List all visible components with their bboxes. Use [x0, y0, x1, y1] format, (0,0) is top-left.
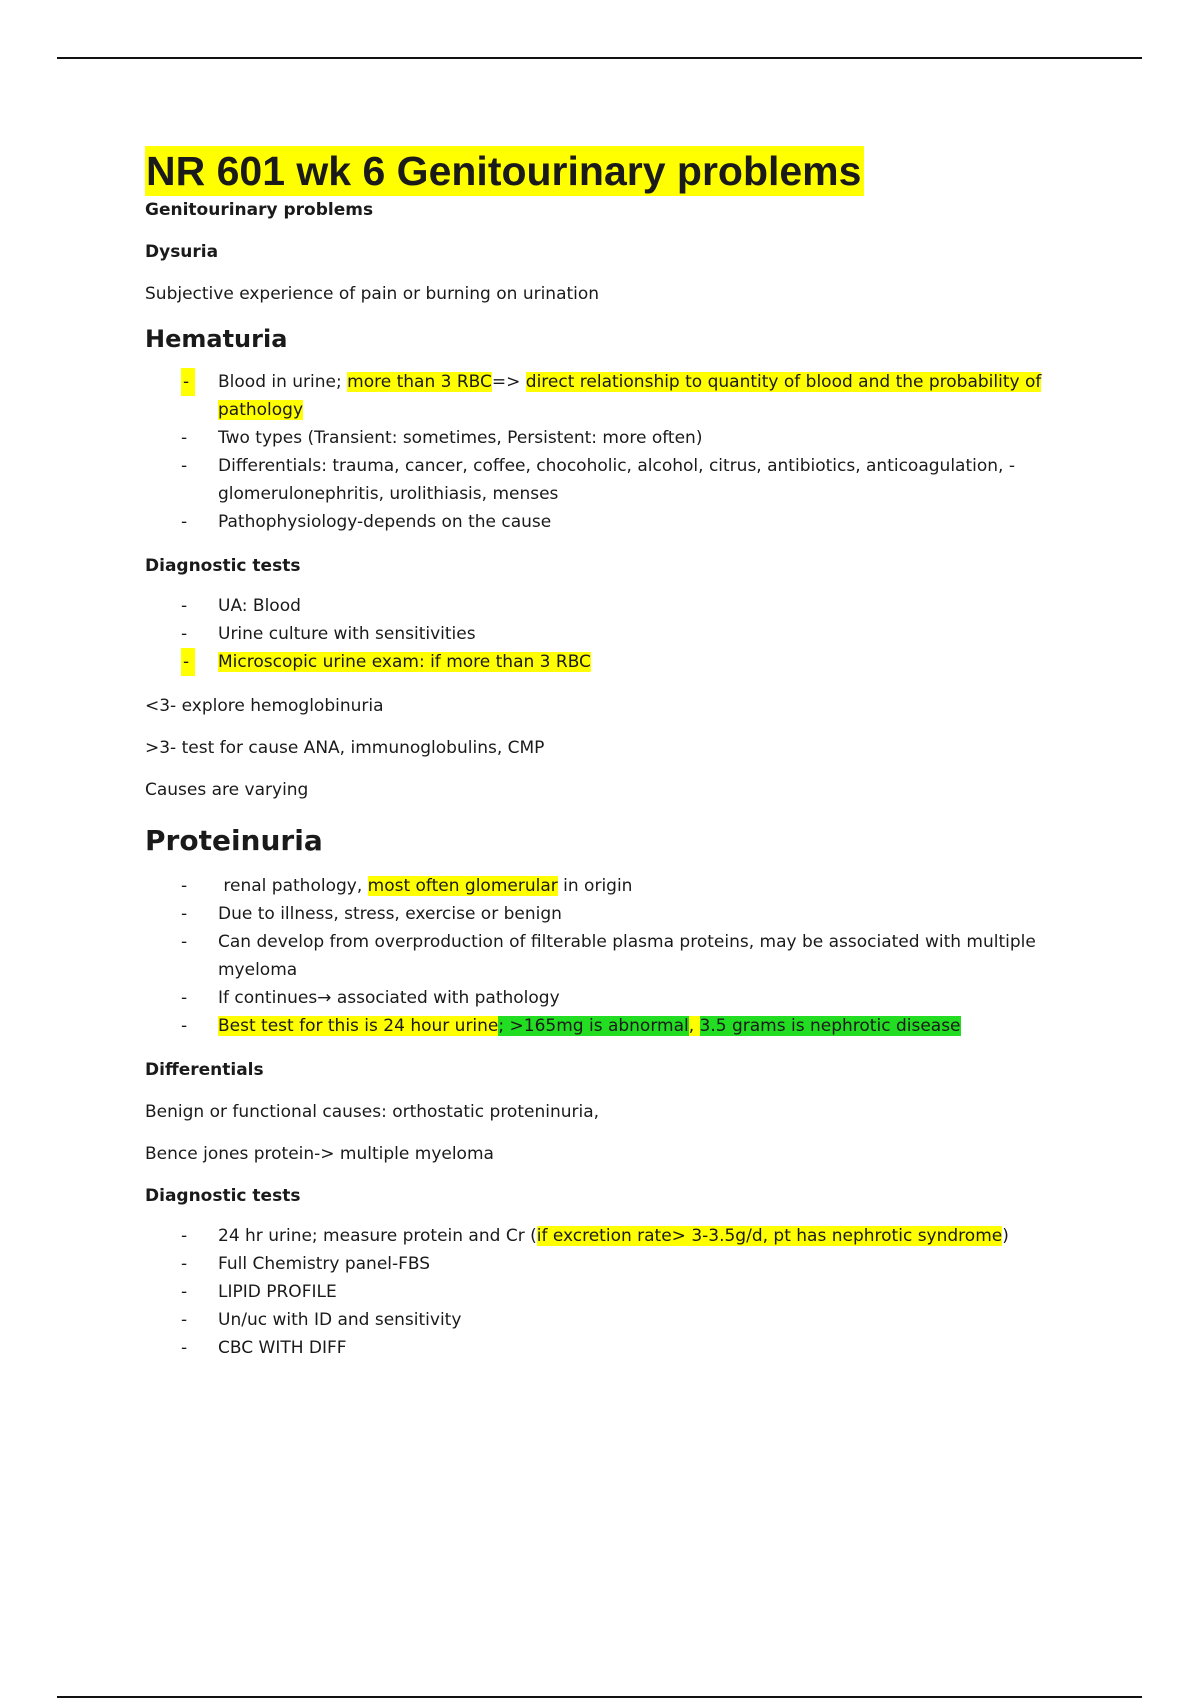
highlighted-text: , [688, 1016, 700, 1036]
dysuria-heading: Dysuria [145, 242, 219, 262]
list-item [145, 900, 1090, 928]
list-item [145, 620, 1090, 648]
list-item [145, 1334, 1090, 1362]
bullet-dash: - [181, 932, 188, 952]
list-item [145, 928, 1090, 984]
item-text: Due to illness, stress, exercise or benign [218, 904, 562, 924]
hematuria-note-2: >3- test for cause ANA, immunoglobulins, CMP [145, 738, 545, 758]
document-title: NR 601 wk 6 Genitourinary problems [145, 146, 864, 196]
bullet-dash: - [181, 1016, 188, 1036]
bullet-dash: - [181, 1254, 188, 1274]
list-item [145, 452, 1090, 508]
bullet-dash: - [181, 456, 188, 476]
item-text: UA: Blood [218, 596, 301, 616]
differentials-text-2: Bence jones protein-> multiple myeloma [145, 1144, 494, 1164]
item-text: Blood in urine; [218, 372, 348, 392]
list-item [145, 1222, 1090, 1250]
list-item [145, 1250, 1090, 1278]
list-item [145, 648, 1090, 676]
proteinuria-diagnostic-heading: Diagnostic tests [145, 1186, 301, 1206]
list-item [145, 1278, 1090, 1306]
proteinuria-list [145, 872, 1090, 1040]
bullet-dash: - [181, 596, 188, 616]
list-item [145, 508, 1090, 536]
item-text: Two types (Transient: sometimes, Persistent: more often) [218, 428, 703, 448]
bullet-dash: - [181, 988, 188, 1008]
highlighted-text: more than 3 RBC [347, 372, 492, 392]
bullet-dash: - [181, 904, 188, 924]
list-item [145, 984, 1090, 1012]
item-text: in origin [557, 876, 633, 896]
item-text: Pathophysiology-depends on the cause [218, 512, 552, 532]
hematuria-note-3: Causes are varying [145, 780, 309, 800]
highlighted-text: Best test for this is 24 hour urine [218, 1016, 499, 1036]
bullet-dash: - [181, 876, 188, 896]
item-text: CBC WITH DIFF [218, 1338, 347, 1358]
bullet-dash: - [181, 1310, 188, 1330]
list-item [145, 1012, 1090, 1040]
item-text: Differentials: trauma, cancer, coffee, chocoholic, alcohol, citrus, antibiotics, anticoagulation, - glomerulonephritis, urolithiasis, menses [218, 456, 1015, 504]
list-item [145, 592, 1090, 620]
highlighted-text: Microscopic urine exam: if more than 3 RBC [218, 652, 591, 672]
hematuria-list [145, 368, 1090, 536]
bullet-dash: - [181, 624, 188, 644]
list-item [145, 872, 1090, 900]
item-text: Can develop from overproduction of filterable plasma proteins, may be associated with multiple myeloma [218, 932, 1036, 980]
differentials-heading: Differentials [145, 1060, 264, 1080]
document-body [145, 146, 1090, 1362]
dysuria-text: Subjective experience of pain or burning on urination [145, 284, 600, 304]
item-text: ) [1002, 1226, 1009, 1246]
proteinuria-heading: Proteinuria [145, 824, 323, 857]
bullet-dash: - [181, 428, 188, 448]
hematuria-note-1: <3- explore hemoglobinuria [145, 696, 384, 716]
item-text: 24 hr urine; measure protein and Cr ( [218, 1226, 537, 1246]
top-rule [57, 57, 1142, 59]
item-text: renal pathology, [218, 876, 368, 896]
list-item [145, 424, 1090, 452]
highlighted-text: if excretion rate> 3-3.5g/d, pt has nephrotic syndrome [536, 1226, 1003, 1246]
bullet-dash: - [181, 1338, 188, 1358]
bullet-dash: - [181, 648, 195, 676]
bullet-dash: - [181, 1282, 188, 1302]
bottom-rule [57, 1696, 1142, 1698]
bullet-dash: - [181, 512, 188, 532]
item-text: Full Chemistry panel-FBS [218, 1254, 431, 1274]
green-highlighted-text: ; >165mg is abnormal [498, 1016, 689, 1036]
hematuria-heading: Hematuria [145, 325, 288, 353]
item-text: LIPID PROFILE [218, 1282, 337, 1302]
hematuria-diagnostic-heading: Diagnostic tests [145, 556, 301, 576]
proteinuria-diagnostic-list [145, 1222, 1090, 1362]
hematuria-diagnostic-list [145, 592, 1090, 676]
differentials-text-1: Benign or functional causes: orthostatic proteninuria, [145, 1102, 600, 1122]
bullet-dash: - [181, 368, 195, 396]
highlighted-text: direct relationship to quantity of blood and the probability of pathology [218, 372, 1042, 420]
bullet-dash: - [181, 1226, 188, 1246]
highlighted-text: most often glomerular [367, 876, 558, 896]
list-item [145, 368, 1090, 424]
document-subtitle: Genitourinary problems [145, 200, 374, 220]
item-text: Un/uc with ID and sensitivity [218, 1310, 462, 1330]
green-highlighted-text: 3.5 grams is nephrotic disease [699, 1016, 961, 1036]
item-text: Urine culture with sensitivities [218, 624, 476, 644]
list-item [145, 1306, 1090, 1334]
item-text: If continues→ associated with pathology [218, 988, 560, 1008]
item-text: => [491, 372, 526, 392]
